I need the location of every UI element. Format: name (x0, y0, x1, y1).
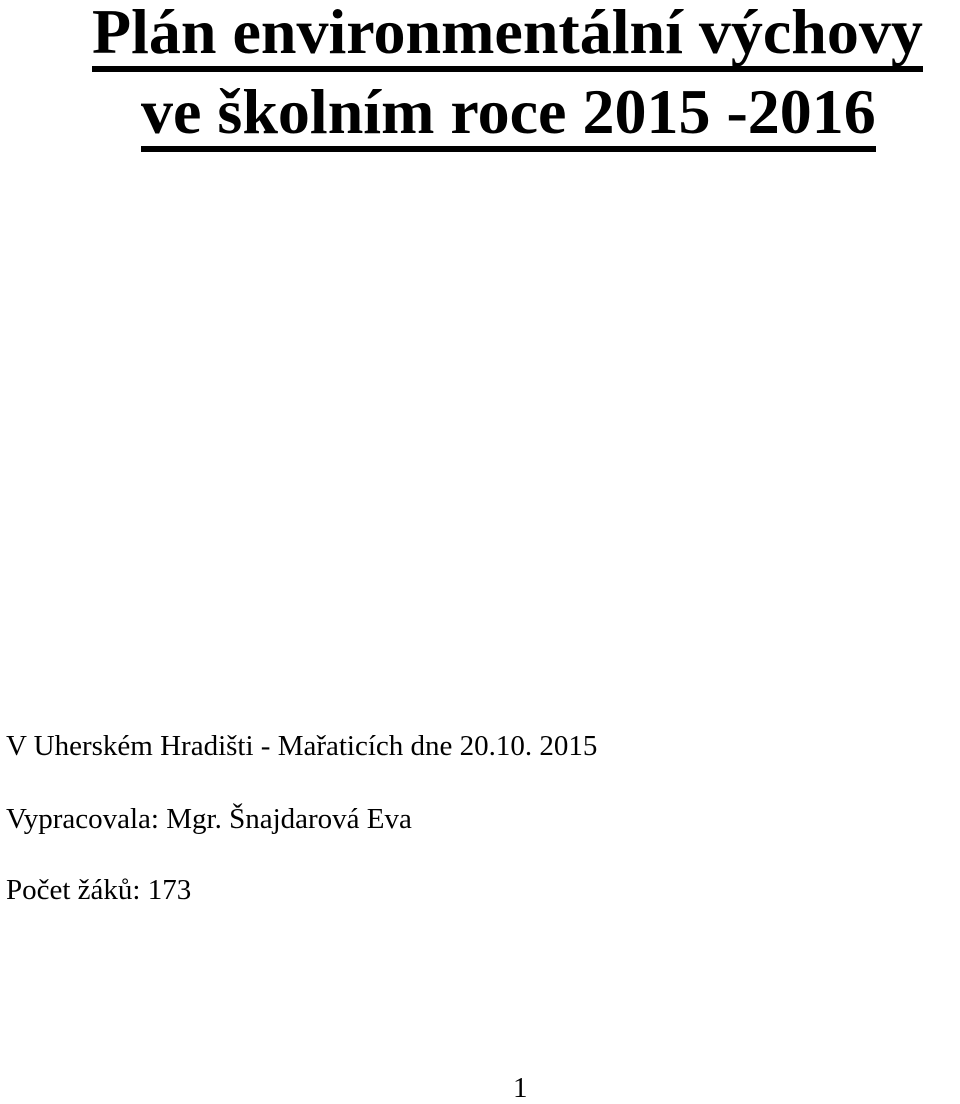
title-line-2: ve školním roce 2015 -2016 (141, 80, 876, 152)
author: Vypracovala: Mgr. Šnajdarová Eva (6, 803, 412, 835)
title-line-1: Plán environmentální výchovy (92, 0, 923, 72)
pupil-count: Počet žáků: 173 (6, 874, 192, 906)
place-and-date: V Uherském Hradišti - Mařaticích dne 20.10. 2015 (6, 730, 598, 762)
page-number: 1 (513, 1072, 528, 1104)
